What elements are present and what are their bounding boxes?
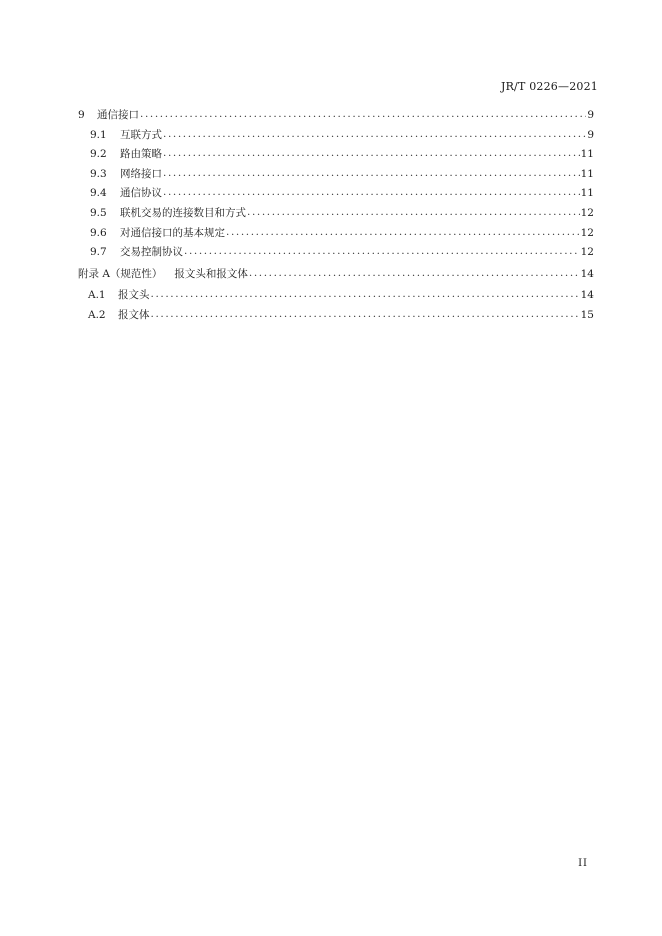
toc-entry-title: 通信接口 [97, 109, 139, 121]
toc-entry-page: 11 [580, 148, 594, 161]
toc-entry-title: 交易控制协议 [120, 246, 183, 259]
toc-entry[interactable] [78, 244, 594, 264]
toc-dot-leader [184, 245, 580, 255]
table-of-contents [78, 107, 594, 327]
toc-entry-page: 12 [580, 226, 594, 239]
toc-dot-leader [163, 167, 580, 177]
toc-entry-number: A.1 [88, 289, 106, 302]
toc-entry[interactable] [78, 146, 594, 166]
toc-entry[interactable] [78, 205, 594, 225]
toc-entry-title: 联机交易的连接数目和方式 [120, 206, 246, 219]
toc-entry-number: 附录 A（规范性） [78, 267, 163, 280]
toc-dot-leader [163, 147, 580, 157]
toc-dot-leader [151, 288, 580, 298]
toc-entry-page: 14 [580, 289, 594, 302]
toc-entry-number: 9.2 [90, 148, 107, 161]
toc-entry-title: 互联方式 [120, 128, 162, 141]
toc-dot-leader [226, 226, 580, 236]
toc-entry-number: 9.4 [90, 187, 107, 200]
toc-entry-number: 9 [78, 109, 85, 121]
toc-entry[interactable] [78, 127, 594, 147]
toc-entry-page: 11 [580, 187, 594, 200]
toc-entry[interactable] [78, 225, 594, 245]
toc-entry-title: 报文头 [118, 289, 150, 302]
toc-entry-page: 11 [580, 167, 594, 180]
toc-dot-leader [247, 206, 580, 216]
toc-entry-title: 通信协议 [120, 187, 162, 200]
toc-entry-page: 9 [587, 109, 594, 121]
toc-entry-title: 报文体 [118, 308, 150, 321]
toc-dot-leader [163, 128, 586, 138]
standard-code: JR/T 0226—2021 [500, 80, 598, 93]
page-number: II [578, 858, 588, 869]
toc-dot-leader [249, 267, 580, 277]
toc-entry[interactable] [78, 307, 594, 327]
toc-entry-page: 15 [580, 308, 594, 321]
toc-dot-leader [140, 108, 586, 118]
toc-entry-page: 12 [580, 206, 594, 219]
toc-entry-number: 9.1 [90, 128, 107, 141]
toc-entry-number: 9.7 [90, 246, 107, 259]
toc-entry-title: 路由策略 [120, 148, 162, 161]
toc-entry[interactable] [78, 287, 594, 307]
toc-entry-title: 报文头和报文体 [174, 267, 248, 280]
toc-entry-page: 12 [580, 246, 594, 259]
toc-dot-leader [163, 186, 580, 196]
toc-entry-title: 对通信接口的基本规定 [120, 226, 225, 239]
toc-entry[interactable] [78, 166, 594, 186]
toc-dot-leader [151, 308, 580, 318]
toc-entry[interactable] [78, 185, 594, 205]
toc-entry-title: 网络接口 [120, 167, 162, 180]
toc-entry-page: 14 [580, 267, 594, 280]
toc-entry-number: 9.3 [90, 167, 107, 180]
toc-entry-appendix[interactable] [78, 266, 594, 286]
toc-entry-number: A.2 [88, 308, 106, 321]
toc-entry[interactable] [78, 107, 594, 127]
toc-entry-number: 9.6 [90, 226, 107, 239]
toc-entry-number: 9.5 [90, 206, 107, 219]
toc-entry-page: 9 [587, 128, 594, 141]
